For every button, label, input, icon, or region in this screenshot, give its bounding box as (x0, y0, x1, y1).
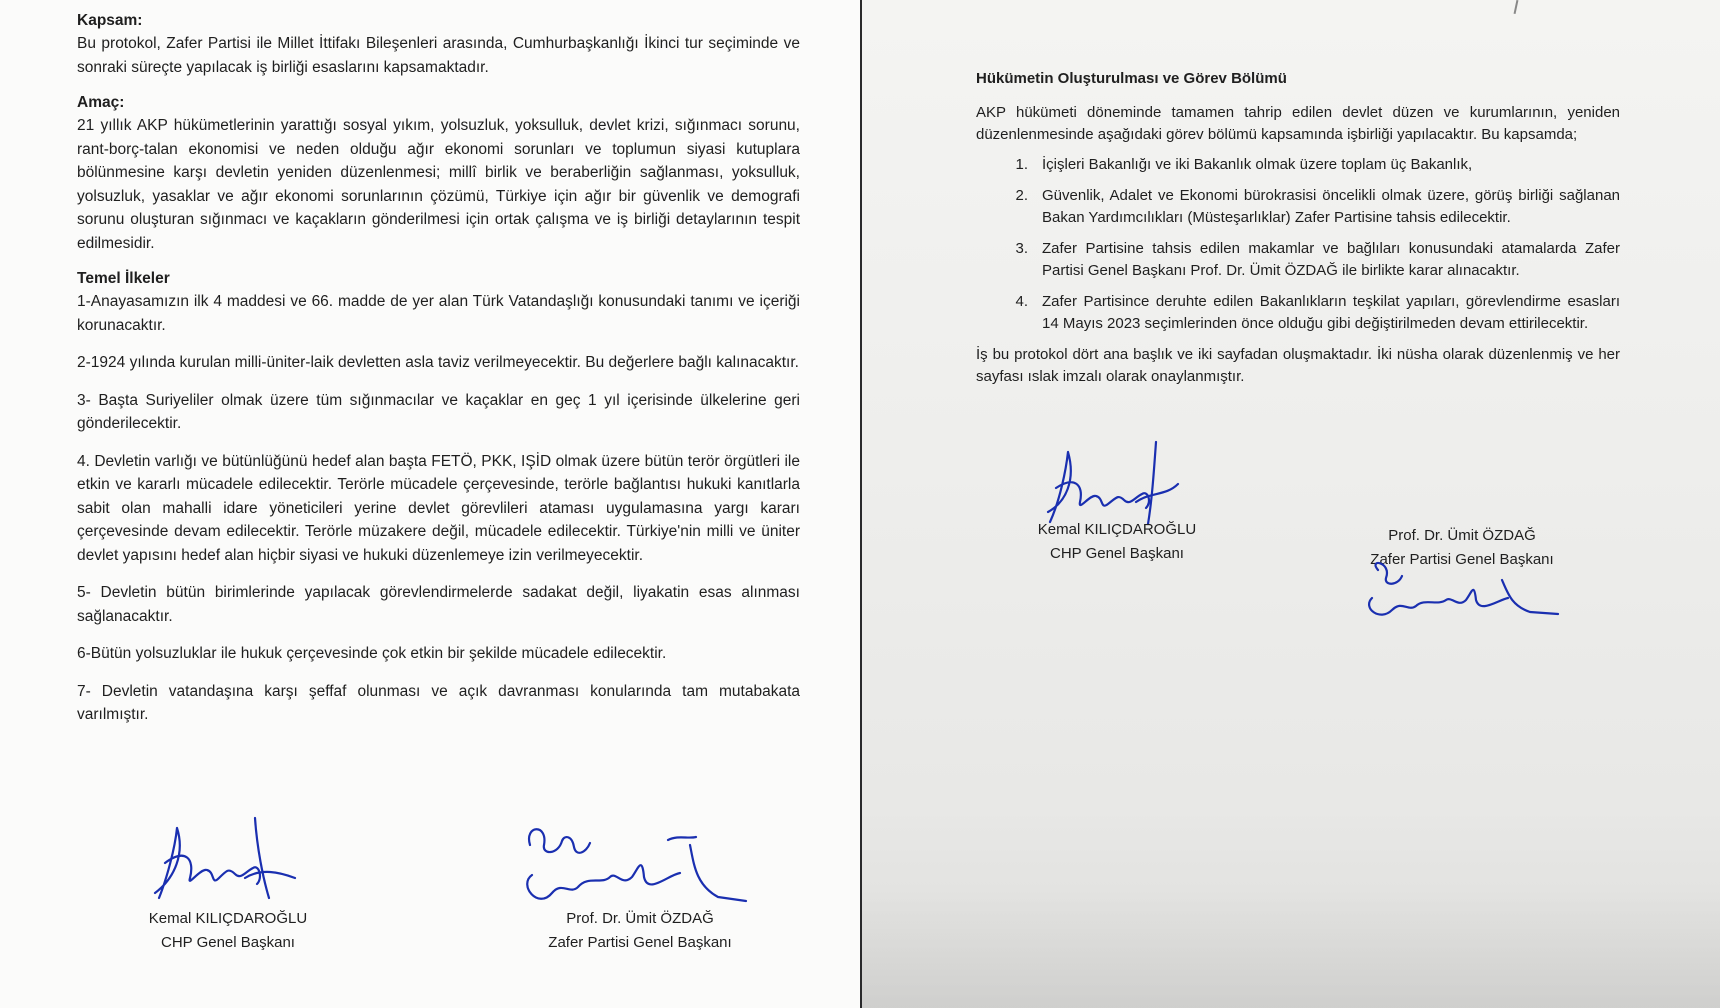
purpose-heading: Amaç: (77, 94, 125, 111)
principle-item: 4. Devletin varlığı ve bütünlüğünü hedef alan başta FETÖ, PKK, IŞİD olmak üzere bütün terör örgütleri ile etkin ve kararlı mücadele edilecektir. Terörle mücadele çerçevesinde, terörle bağlantısı hukuki kanıtlarla sabit olan mahalli idare yöneticileri yerine devlet görevlileri ataması uygulamasına yargı kararı çerçevesinde devam edilecektir. Terörle müzakere değil, mücadele edilecektir. Türkiye'nin milli ve üniter devlet yapısını hedef alan hiçbir siyasi ve hukuki düzenlemeye izin verilmeyecektir. (77, 452, 800, 564)
signatory-name: Prof. Dr. Ümit ÖZDAĞ (566, 910, 714, 927)
principle-item: 6-Bütün yolsuzluklar ile hukuk çerçevesinde çok etkin bir şekilde mücadele edilecektir. (77, 645, 667, 662)
signatory-title: Zafer Partisi Genel Başkanı (548, 934, 732, 951)
signatory-title: Zafer Partisi Genel Başkanı (1370, 551, 1554, 568)
purpose-section (77, 92, 800, 255)
scope-heading: Kapsam: (77, 12, 143, 29)
scope-section (77, 10, 800, 79)
protocol-page-2 (862, 0, 1720, 1008)
list-item: 2. Güvenlik, Adalet ve Ekonomi bürokrasisi öncelikli olmak üzere, görüş birliği sağlanan Bakan Yardımcılıkları (Müsteşarlıklar) Zafer Partisine tahsis edilecektir. (1015, 187, 1620, 226)
signatory-name: Prof. Dr. Ümit ÖZDAĞ (1388, 527, 1536, 544)
principle-item: 7- Devletin vatandaşına karşı şeffaf olunması ve açık davranması konularında tam mutabakata varılmıştır. (77, 682, 800, 723)
ozdag-signature (1362, 560, 1562, 620)
purpose-text: 21 yıllık AKP hükümetlerinin yarattığı sosyal yıkım, yolsuzluk, yoksulluk, devlet krizi, sığınmacı sorunu, rant-borç-talan ekonomisi ve neden olduğu ağır ekonomi sorunları ve toplumun siyasi kutuplara bölünmesine karşı devletin yeniden düzenlenmesi; millî birlik ve beraberliğin sağlanması, yoksulluk, yolsuzluk, yasaklar ve ağır ekonomi sorunlarının çözümü, Türkiye için ağır bir güvenlik ve demografi sorunu oluşturan sığınmacı ve kaçakların gönderilmesi için ortak çalışma ve iş birliği detaylarının tespit edilmesidir. (77, 117, 800, 252)
signatory-right (510, 907, 770, 955)
signatory-title: CHP Genel Başkanı (1050, 545, 1184, 562)
principle-item: 3- Başta Suriyeliler olmak üzere tüm sığınmacılar ve kaçaklar en geç 1 yıl içerisinde ülkelerine geri gönderilecektir. (77, 391, 800, 432)
paper-shadow (862, 888, 1720, 1008)
principles-heading: Temel İlkeler (77, 270, 170, 287)
signatory-left (1012, 518, 1222, 566)
list-item: 4. Zafer Partisince deruhte edilen Bakanlıkların teşkilat yapıları, görevlendirme esasları 14 Mayıs 2023 seçimlerinden önce olduğu gibi değiştirilmeden devam ettirilecektir. (1015, 293, 1620, 332)
signatory-name: Kemal KILIÇDAROĞLU (148, 910, 308, 927)
signatory-name: Kemal KILIÇDAROĞLU (1037, 521, 1197, 538)
page-crease (1514, 0, 1519, 14)
government-list (976, 154, 1620, 335)
kilicdaroglu-signature (1038, 440, 1188, 530)
principle-item: 5- Devletin bütün birimlerinde yapılacak görevlendirmelerde sadakat değil, liyakatin esas alınması sağlanacaktır. (77, 584, 800, 625)
signatory-left (118, 907, 338, 955)
principles-section (77, 268, 800, 727)
principle-item: 2-1924 yılında kurulan milli-üniter-laik devletten asla taviz verilmeyecektir. Bu değerlere bağlı kalınacaktır. (77, 354, 799, 371)
closing-text: İş bu protokol dört ana başlık ve iki sayfadan oluşmaktadır. İki nüsha olarak düzenlenmiş ve her sayfası ıslak imzalı olarak onaylanmıştır. (976, 346, 1620, 385)
government-heading: Hükümetin Oluşturulması ve Görev Bölümü (976, 70, 1287, 87)
kilicdaroglu-signature (145, 808, 305, 908)
list-item: 3. Zafer Partisine tahsis edilen makamlar ve bağlıları konusundaki atamalarda Zafer Partisi Genel Başkanı Prof. Dr. Ümit ÖZDAĞ ile birlikte karar alınacaktır. (1015, 240, 1620, 279)
scope-text: Bu protokol, Zafer Partisi ile Millet İttifakı Bileşenleri arasında, Cumhurbaşkanlığı İkinci tur seçiminde ve sonraki süreçte yapılacak iş birliği esaslarını kapsamaktadır. (77, 35, 800, 76)
ozdag-signature (518, 815, 748, 905)
list-item: 1. İçişleri Bakanlığı ve iki Bakanlık olmak üzere toplam üç Bakanlık, (1015, 156, 1473, 173)
signatory-title: CHP Genel Başkanı (161, 934, 295, 951)
principle-item: 1-Anayasamızın ilk 4 maddesi ve 66. madde de yer alan Türk Vatandaşlığı konusundaki tanımı ve içeriği korunacaktır. (77, 293, 800, 334)
government-intro: AKP hükümeti döneminde tamamen tahrip edilen devlet düzen ve kurumlarının, yeniden düzenlenmesinde aşağıdaki görev bölümü kapsamında işbirliği yapılacaktır. Bu kapsamda; (976, 104, 1620, 143)
